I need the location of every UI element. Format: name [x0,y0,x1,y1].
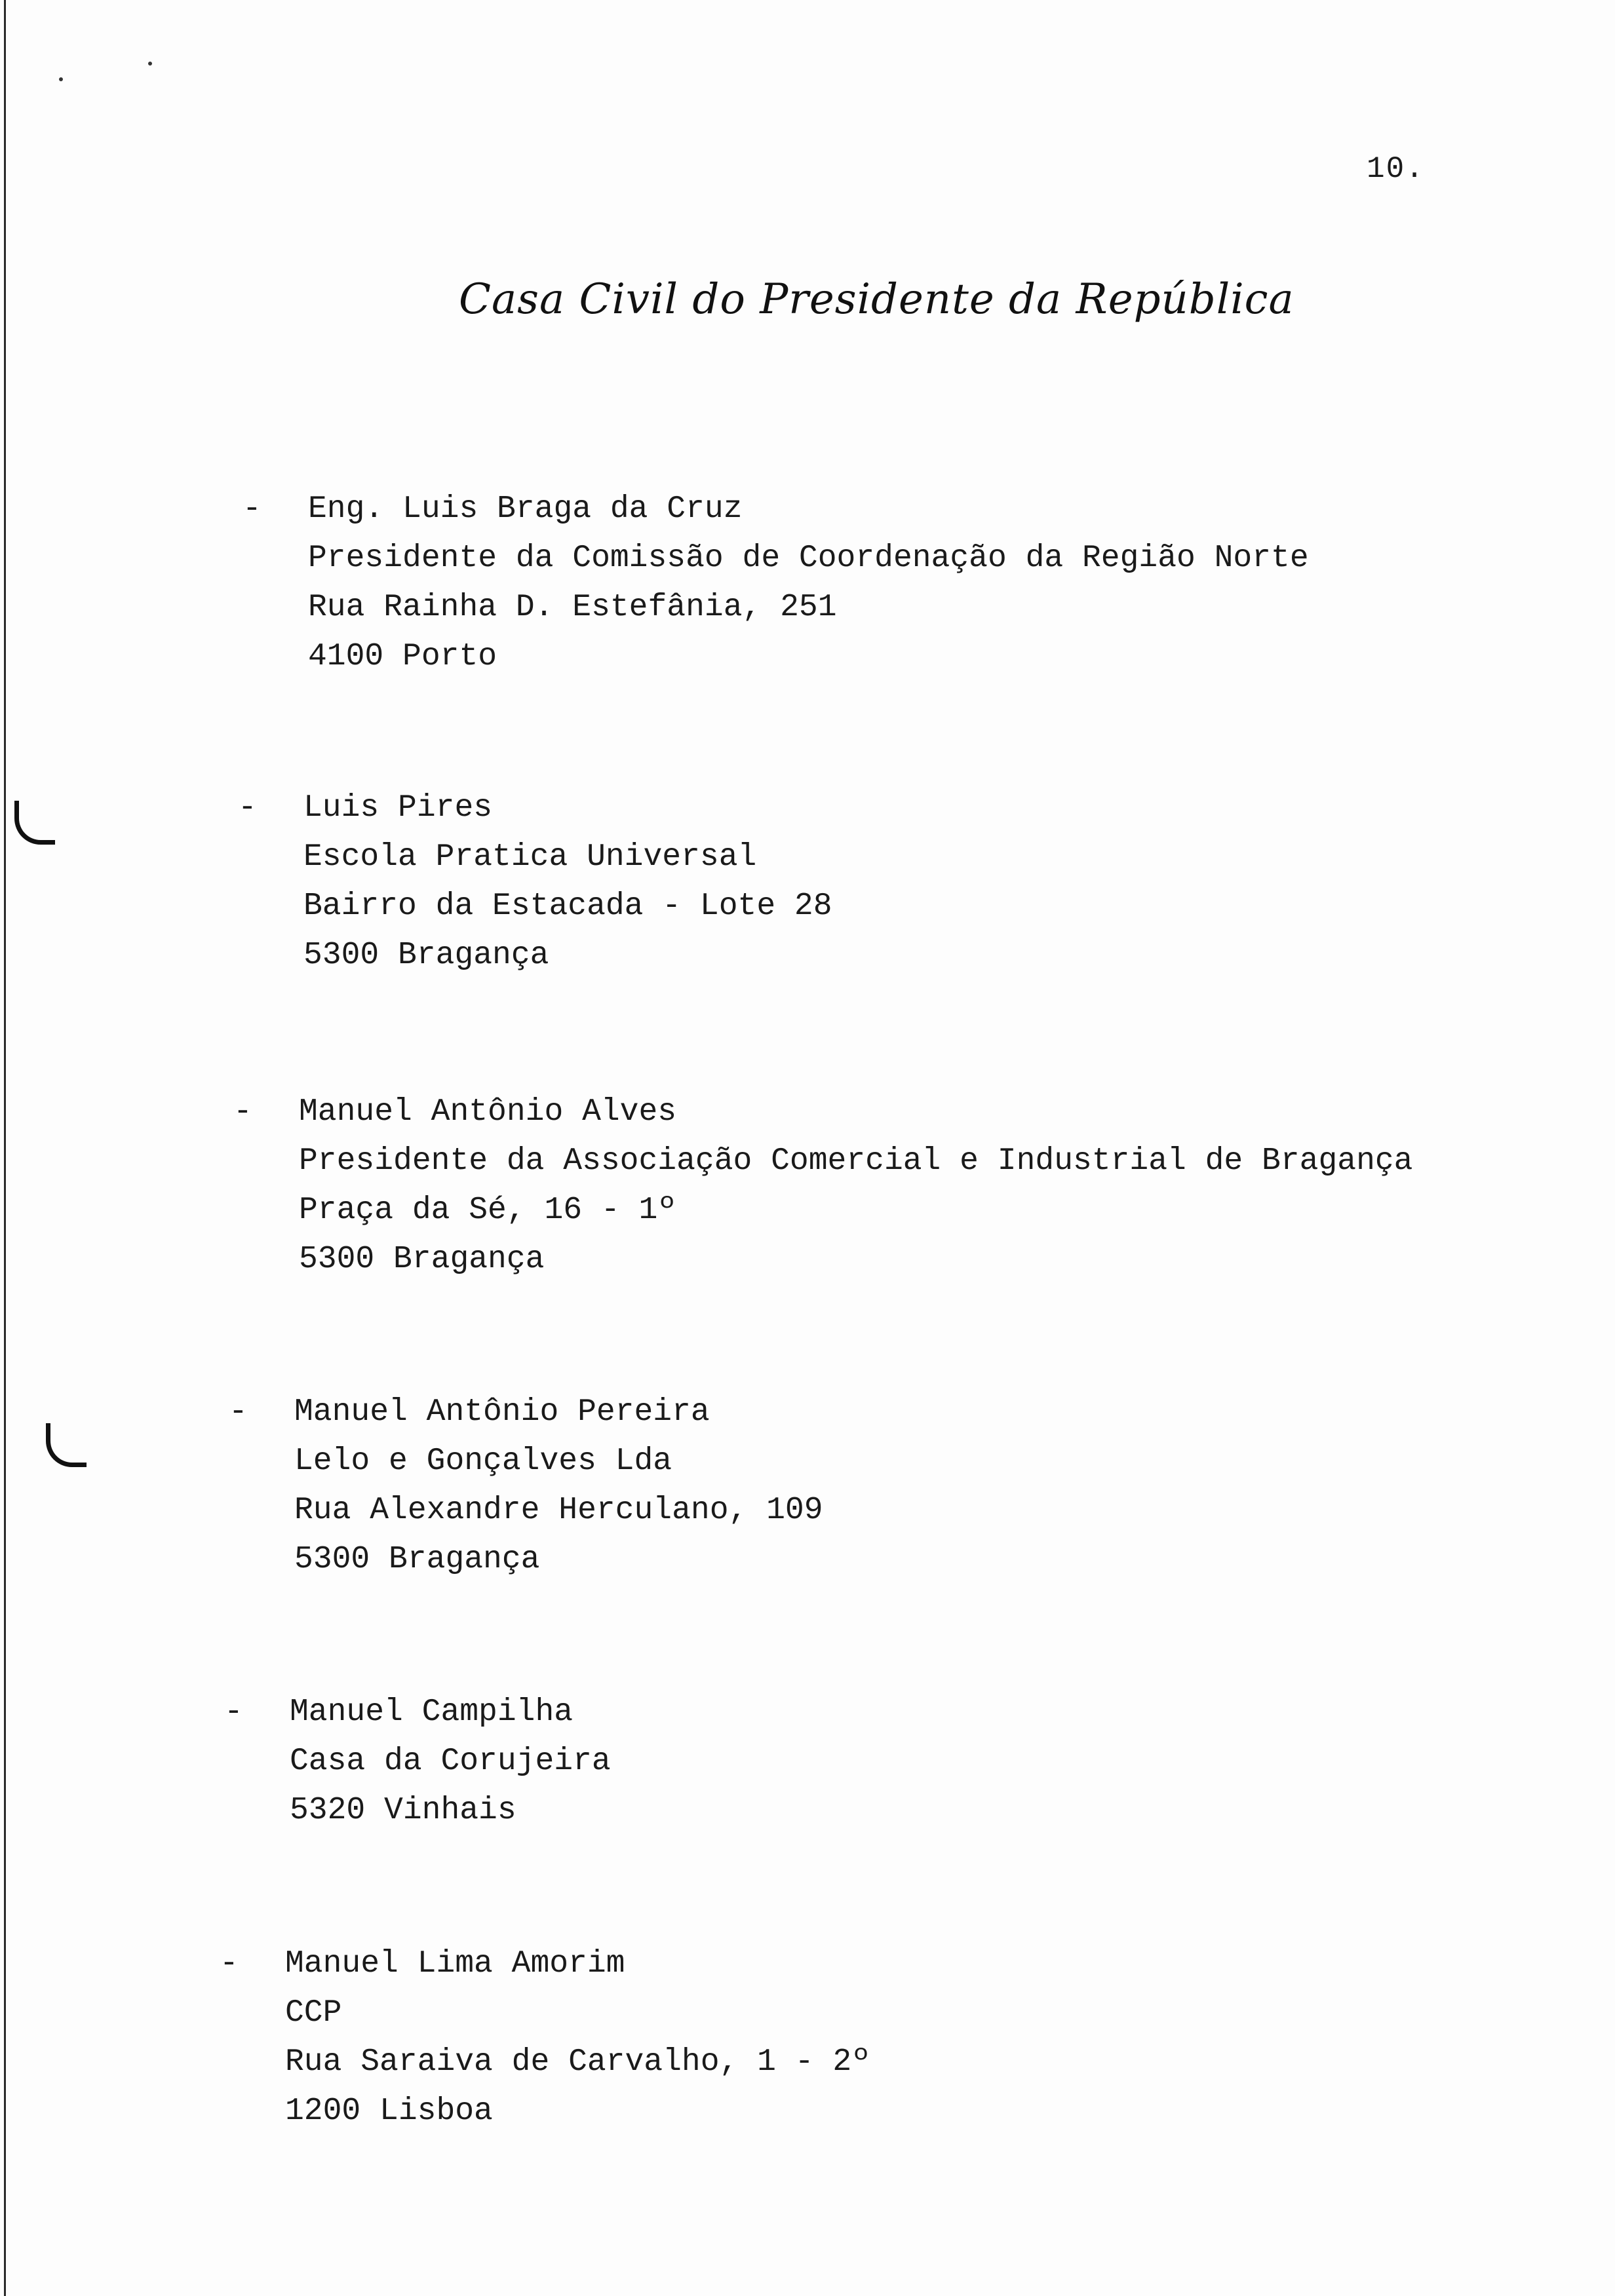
entry-line: Rua Saraiva de Carvalho, 1 - 2º [285,2044,870,2080]
entry-name: Luis Pires [303,790,493,826]
entry-line: Escola Pratica Universal [303,839,757,875]
entry-name: Manuel Antônio Pereira [294,1394,710,1430]
scan-speck [148,62,152,66]
entry-line: Presidente da Associação Comercial e Industrial de Bragança [299,1143,1413,1179]
address-entry [220,1940,870,2136]
entry-line: Praça da Sé, 16 - 1º [299,1193,677,1228]
address-entry [233,1088,1413,1284]
address-entry [243,485,1309,681]
entry-line: 4100 Porto [308,639,497,674]
entry-name: Manuel Antônio Alves [299,1094,677,1130]
entry-line: Presidente da Comissão de Coordenação da Região Norte [308,541,1309,576]
entry-name: Eng. Luis Braga da Cruz [308,491,743,527]
entry-line: 5320 Vinhais [290,1793,516,1828]
entry-line: Casa da Corujeira [290,1744,611,1779]
handwritten-check-mark [14,801,55,845]
entry-line: 1200 Lisboa [285,2094,493,2129]
list-dash: - [233,1094,252,1130]
entry-line: 5300 Bragança [299,1242,545,1277]
entry-line: 5300 Bragança [294,1542,540,1577]
page-number: 10. [1367,152,1425,186]
scan-margin-line [4,0,6,2296]
letterhead: Casa Civil do Presidente da República [459,275,1294,324]
entry-line: CCP [285,1995,342,2031]
address-entry [238,784,832,980]
list-dash: - [229,1394,248,1430]
list-dash: - [220,1946,239,1981]
scan-speck [59,77,63,81]
entry-line: Rua Alexandre Herculano, 109 [294,1493,823,1528]
entry-line: Rua Rainha D. Estefânia, 251 [308,590,837,625]
entry-line: Bairro da Estacada - Lote 28 [303,889,832,924]
list-dash: - [238,790,257,826]
entry-line: Lelo e Gonçalves Lda [294,1444,672,1479]
entry-name: Manuel Lima Amorim [285,1946,625,1981]
address-entry [224,1688,611,1835]
list-dash: - [224,1694,243,1730]
handwritten-check-mark [46,1423,87,1467]
address-entry [229,1388,823,1584]
entry-name: Manuel Campilha [290,1694,574,1730]
list-dash: - [243,491,262,527]
entry-line: 5300 Bragança [303,938,549,973]
